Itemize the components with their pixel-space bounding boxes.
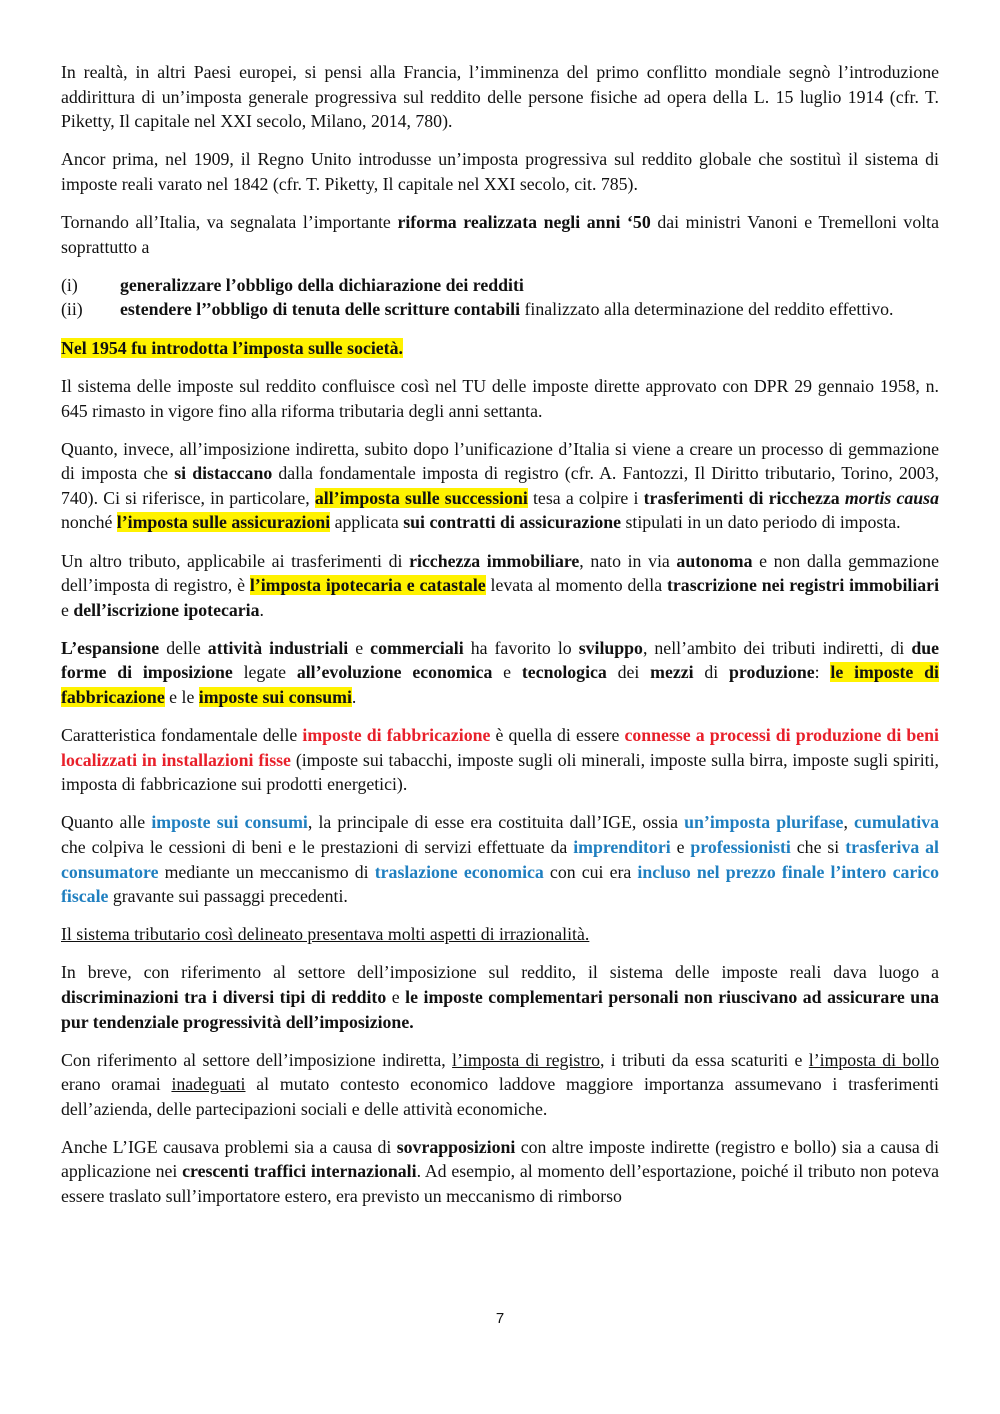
paragraph-imposizione-indiretta: Quanto, invece, all’imposizione indiretta, subito dopo l’unificazione d’Italia si viene a creare un processo di gemmazione di imposta che si distaccano dalla fondamentale imposta di registro (cfr. A. Fantozzi, Il Diritto tributario, Torino, 2003, 740). Ci si riferisce, in particolare, all’imposta sulle successioni tesa a colpire i trasferimenti di ricchezza mortis causa nonché l’imposta sulle assicurazioni applicata sui contratti di assicurazione stipulati in un dato periodo di imposta.: [61, 438, 939, 533]
paragraph-imposizione-reddito: In breve, con riferimento al settore dell’imposizione sul reddito, il sistema delle imposte reali dava luogo a discriminazioni tra i diversi tipi di reddito e le imposte complementari personali non riuscivano ad assicurare una pur tendenziale progressività dell’imposizione.: [61, 962, 939, 1032]
highlight: l’imposta sulle assicurazioni: [116, 512, 331, 533]
paragraph-fabbricazione: Caratteristica fondamentale delle imposte di fabbricazione è quella di essere connesse a processi di produzione di beni localizzati in installazioni fisse (imposte sui tabacchi, imposte sugli oli minerali, imposte sulla birra, imposte sugli spiriti, imposta di fabbricazione sui prodotti energetici).: [61, 725, 939, 795]
paragraph-francia: In realtà, in altri Paesi europei, si pensi alla Francia, l’imminenza del primo conflitto mondiale segnò l’introduzione addirittura di un’imposta generale progressiva sul reddito delle persone fisiche ad opera della L. 15 luglio 1914 (cfr. T. Piketty, Il capitale nel XXI secolo, Milano, 2014, 780).: [61, 62, 939, 132]
document-page: [61, 60, 939, 1222]
blue-emphasis: imposte sui consumi: [151, 812, 308, 833]
blue-emphasis: incluso nel prezzo finale l’intero carico fiscale: [61, 861, 939, 907]
highlight: imposte sui consumi: [198, 686, 352, 707]
paragraph-ipotecaria: Un altro tributo, applicabile ai trasferimenti di ricchezza immobiliare, nato in via autonoma e non dalla gemmazione dell’imposta di registro, è l’imposta ipotecaria e catastale levata al momento della trascrizione nei registri immobiliari e dell’iscrizione ipotecaria.: [61, 550, 940, 620]
paragraph-ige-problemi: Anche L’IGE causava problemi sia a causa di sovrapposizioni con altre imposte indirette (registro e bollo) sia a causa di applicazione nei crescenti traffici internazionali. Ad esempio, al momento dell’esportazione, poiché il tributo non poteva essere traslato sull’importatore estero, era previsto un meccanismo di rimborso: [61, 1136, 940, 1207]
highlight: le imposte di fabbricazione: [61, 662, 939, 707]
page-number: 7: [495, 1310, 505, 1327]
paragraph-espansione: L’espansione delle attività industriali e commerciali ha favorito lo sviluppo, nell’ambito dei tributi indiretti, di due forme di imposizione legate all’evoluzione economica e tecnologica dei mezzi di produzione: le imposte di fabbricazione e le imposte sui consumi.: [61, 637, 939, 707]
paragraph-registro-bollo: Con riferimento al settore dell’imposizione indiretta, l’imposta di registro, i tributi da essa scaturiti e l’imposta di bollo erano oramai inadeguati al mutato contesto economico laddove maggiore importanza assumevano i trasferimenti dell’azienda, delle partecipazioni sociali e delle attività economiche.: [61, 1049, 939, 1119]
paragraph-tu-imposte: Il sistema delle imposte sul reddito confluisce così nel TU delle imposte dirette approvato con DPR 29 gennaio 1958, n. 645 rimasto in vigore fino alla riforma tributaria degli anni settanta.: [61, 375, 939, 421]
paragraph-irrazionalita: Il sistema tributario così delineato presentava molti aspetti di irrazionalità.: [61, 924, 590, 945]
blue-emphasis: traslazione economica: [374, 861, 544, 882]
reform-list: [61, 273, 939, 322]
red-emphasis: imposte di fabbricazione: [302, 725, 491, 746]
blue-emphasis: professionisti: [690, 836, 791, 857]
paragraph-riforma-italia: Tornando all’Italia, va segnalata l’importante riforma realizzata negli anni ‘50 dai ministri Vanoni e Tremelloni volta soprattutto a: [61, 211, 939, 257]
list-item-number: (ii): [61, 299, 83, 320]
list-item: (ii) estendere l’’obbligo di tenuta delle scritture contabili finalizzato alla determinazione del reddito effettivo.: [61, 297, 939, 322]
blue-emphasis: imprenditori: [573, 836, 671, 857]
paragraph-imposta-societa: [61, 336, 939, 361]
blue-emphasis: un’imposta plurifase: [684, 812, 844, 833]
highlight: l’imposta ipotecaria e catastale: [249, 575, 486, 596]
blue-emphasis: trasferiva al consumatore: [61, 836, 939, 882]
paragraph-consumi-ige: Quanto alle imposte sui consumi, la principale di esse era costituita dall’IGE, ossia un’imposta plurifase, cumulativa che colpiva le cessioni di beni e le prestazioni di servizi effettuate da imprenditori e professionisti che si trasferiva al consumatore mediante un meccanismo di traslazione economica con cui era incluso nel prezzo finale l’intero carico fiscale gravante sui passaggi precedenti.: [61, 812, 939, 907]
highlight: all’imposta sulle successioni: [314, 487, 528, 508]
list-item-number: (i): [61, 274, 78, 295]
paragraph-regno-unito: Ancor prima, nel 1909, il Regno Unito introdusse un’imposta progressiva sul reddito globale che sostituì il sistema di imposte reali varato nel 1842 (cfr. T. Piketty, Il capitale nel XXI secolo, cit. 785).: [61, 149, 939, 194]
blue-emphasis: cumulativa: [854, 812, 939, 833]
list-item: (i) generalizzare l’obbligo della dichiarazione dei redditi: [61, 273, 939, 298]
highlight: Nel 1954 fu introdotta l’imposta sulle società.: [61, 337, 403, 358]
red-emphasis: connesse a processi di produzione di beni localizzati in installazioni fisse: [61, 725, 939, 770]
